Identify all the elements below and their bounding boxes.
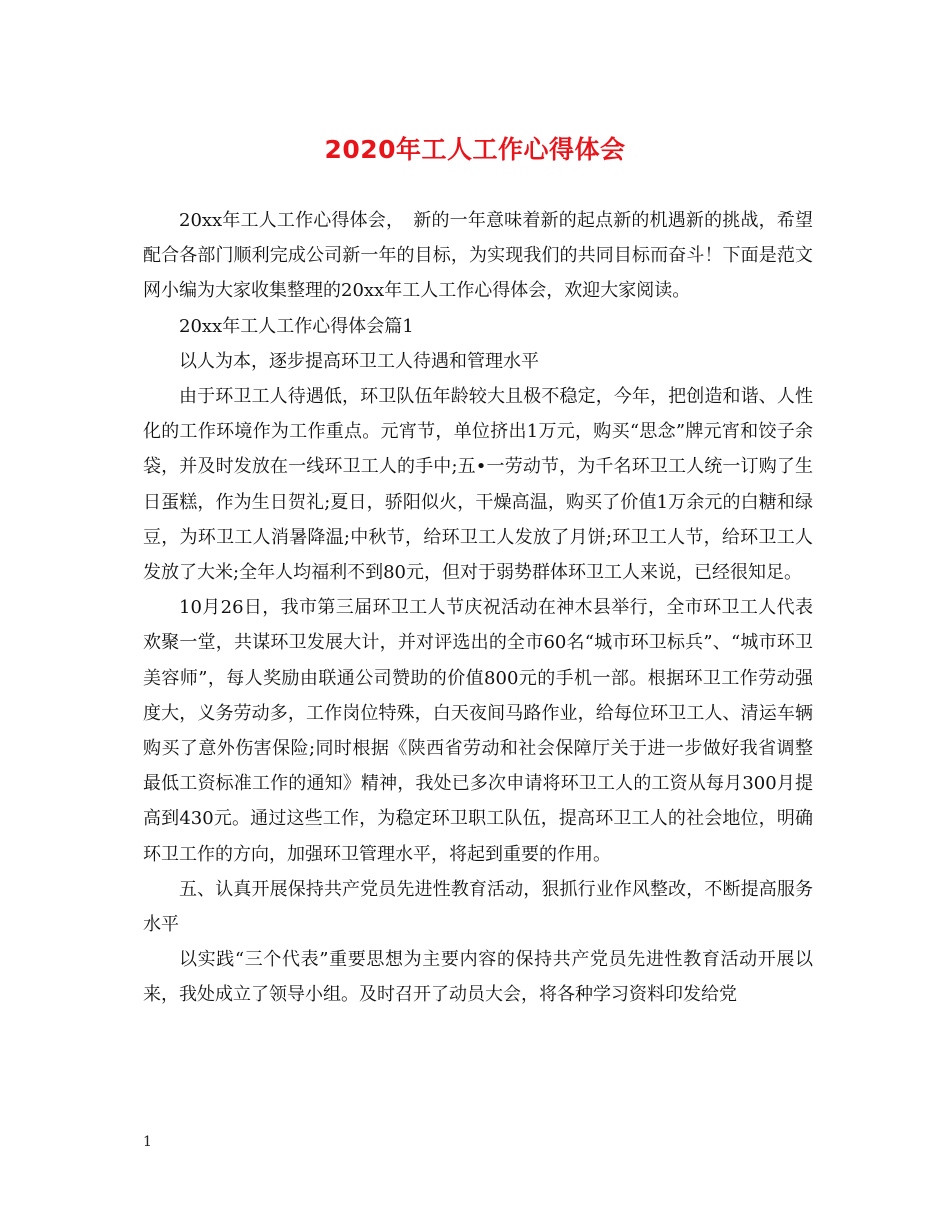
paragraph-section-five-heading: 五、认真开展保持共产党员先进性教育活动，狠抓行业作风整改，不断提高服务水平: [143, 878, 813, 936]
document-body: [143, 203, 813, 1013]
page-number: 1: [143, 1134, 152, 1150]
paragraph-education: 以实践“三个代表”重要思想为主要内容的保持共产党员先进性教育活动开展以来，我处成立了领导小组。及时召开了动员大会，将各种学习资料印发给党: [143, 949, 813, 1006]
paragraph-subheading: 以人为本，逐步提高环卫工人待遇和管理水平: [179, 350, 539, 372]
paragraph-section-heading: 20xx年工人工作心得体会篇1: [179, 315, 414, 337]
paragraph-festival: 10月26日，我市第三届环卫工人节庆祝活动在神木县举行，全市环卫工人代表欢聚一堂，共谋环卫发展大计，并对评选出的全市60名“城市环卫标兵”、“城市环卫美容师”，每人奖励由联通公司赞助的价值800元的手机一部。根据环卫工作劳动强度大，义务劳动多，工作岗位特殊，白天夜间马路作业，给每位环卫工人、清运车辆购买了意外伤害保险;同时根据《陕西省劳动和社会保障厅关于进一步做好我省调整最低工资标准工作的通知》精神，我处已多次申请将环卫工人的工资从每月300月提高到430元。通过这些工作，为稳定环卫职工队伍，提高环卫工人的社会地位，明确环卫工作的方向，加强环卫管理水平，将起到重要的作用。: [143, 597, 813, 865]
paragraph-intro: 20xx年工人工作心得体会， 新的一年意味着新的起点新的机遇新的挑战，希望配合各部门顺利完成公司新一年的目标，为实现我们的共同目标而奋斗！下面是范文网小编为大家收集整理的20xx年工人工作心得体会，欢迎大家阅读。: [143, 210, 813, 302]
document-title: 2020年工人工作心得体会: [324, 135, 626, 164]
paragraph-benefits: 由于环卫工人待遇低，环卫队伍年龄较大且极不稳定，今年，把创造和谐、人性化的工作环境作为工作重点。元宵节，单位挤出1万元，购买“思念”牌元宵和饺子余袋，并及时发放在一线环卫工人的手中;五•一劳动节，为千名环卫工人统一订购了生日蛋糕，作为生日贺礼;夏日，骄阳似火，干燥高温，购买了价值1万余元的白糖和绿豆，为环卫工人消暑降温;中秋节，给环卫工人发放了月饼;环卫工人节，给环卫工人发放了大米;全年人均福利不到80元，但对于弱势群体环卫工人来说，已经很知足。: [143, 386, 813, 584]
